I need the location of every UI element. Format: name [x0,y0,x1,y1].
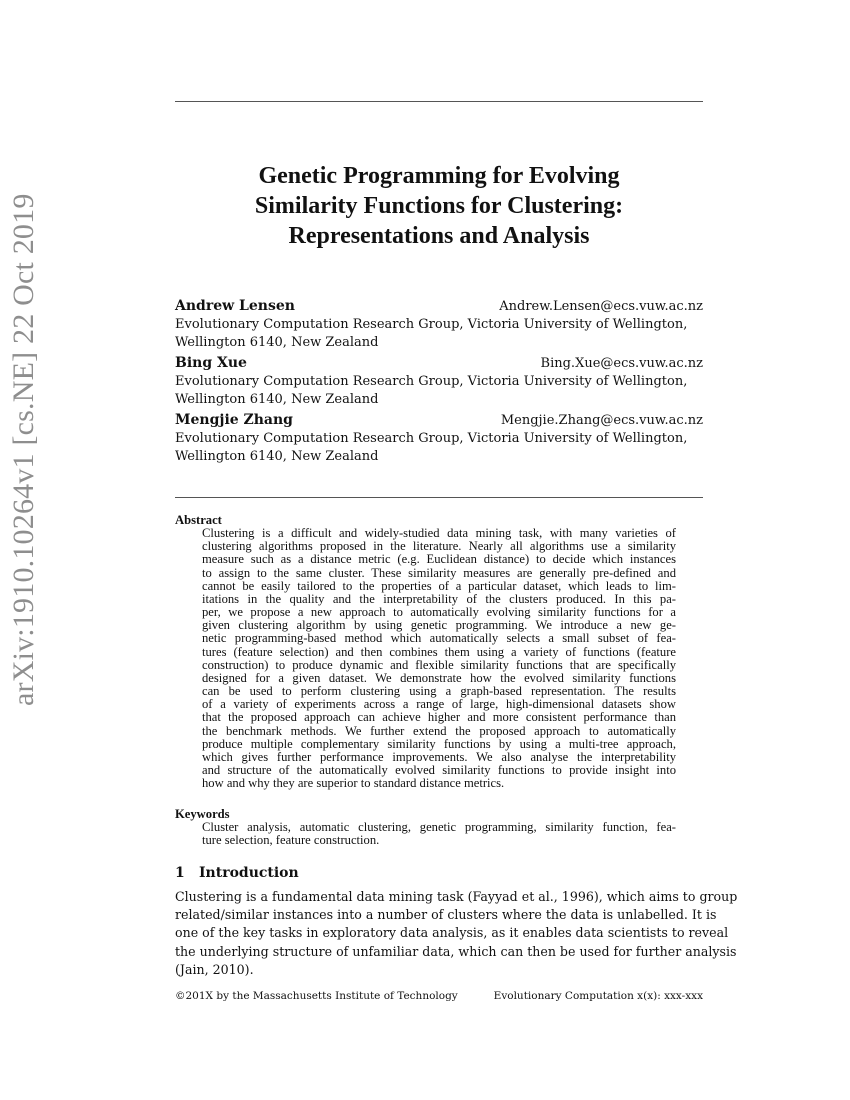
abstract [175,514,703,790]
author-entry [175,297,703,352]
author-email: Andrew.Lensen@ecs.vuw.ac.nz [499,299,703,314]
author-email: Bing.Xue@ecs.vuw.ac.nz [540,356,703,371]
title-line: Similarity Functions for Clustering: [254,193,624,219]
title-line: Genetic Programming for Evolving [258,163,620,189]
author-name: Mengjie Zhang [175,412,293,428]
author-name: Bing Xue [175,355,247,371]
page-footer [175,989,703,1003]
author-name: Andrew Lensen [175,298,295,314]
author-email: Mengjie.Zhang@ecs.vuw.ac.nz [500,413,703,428]
section-number: 1 [175,865,185,881]
author-affiliation: Evolutionary Computation Research Group, Victoria University of Wellington, Wellington 6140, New Zealand [175,317,688,350]
keywords [175,808,703,847]
abstract-body: Clustering is a difficult and widely-studied data mining task, with many varieties of clustering algorithms proposed in the literature. Nearly all algorithms use a similarity measure such as a distance metric (e.g. Euclidean distance) to decide which instances to assign to the same cluster. These similarity measures are generally pre-defined and cannot be easily tailored to the properties of a particular dataset, which leads to lim- itations in the quality and the interpretability of the clusters produced. In this pa- per, we propose a new approach to automatically evolving similarity functions for a given clustering algorithm by using genetic programming. We introduce a new ge- netic programming-based method which automatically selects a small subset of fea- tures (feature selection) and then combines them using a variety of functions (feature construction) to produce dynamic and flexible similarity functions that are specifically designed for a given dataset. We demonstrate how the evolved similarity functions can be used to perform clustering using a graph-based representation. The results of a variety of experiments across a range of large, high-dimensional datasets show that the proposed approach can achieve higher and more consistent performance than the benchmark methods. We further extend the proposed approach to automatically produce multiple complementary similarity functions by using a multi-tree approach, which gives further performance improvements. We also analyse the interpretability and structure of the automatically evolved similarity functions to provide insight into how and why they are superior to standard distance metrics. [202,526,676,791]
section-divider [175,497,703,498]
paper-title [175,161,703,251]
footer-journal: Evolutionary Computation x(x): xxx-xxx [493,990,703,1002]
keywords-label: Keywords [175,807,230,821]
author-entry [175,354,703,409]
header-rule [175,101,703,102]
author-block [175,297,703,468]
section-heading [175,864,299,882]
arxiv-identifier: arXiv:1910.10264v1 [cs.NE] 22 Oct 2019 [7,193,40,706]
title-line: Representations and Analysis [288,223,590,249]
footer-copyright: ©201X by the Massachusetts Institute of Technology [175,990,458,1002]
section-title: Introduction [199,865,299,881]
author-affiliation: Evolutionary Computation Research Group, Victoria University of Wellington, Wellington 6140, New Zealand [175,374,688,407]
introduction-paragraph: Clustering is a fundamental data mining task (Fayyad et al., 1996), which aims to group related/similar instances into a number of clusters where the data is unlabelled. It is one of the key tasks in exploratory data analysis, as it enables data scientists to reveal the underlying structure of unfamiliar data, which can then be used for further analysis (Jain, 2010). [175,889,738,977]
abstract-label: Abstract [175,513,222,527]
author-affiliation: Evolutionary Computation Research Group, Victoria University of Wellington, Wellington 6140, New Zealand [175,431,688,464]
keywords-body: Cluster analysis, automatic clustering, genetic programming, similarity function, fea- ture selection, feature construction. [202,820,676,848]
author-entry [175,411,703,466]
